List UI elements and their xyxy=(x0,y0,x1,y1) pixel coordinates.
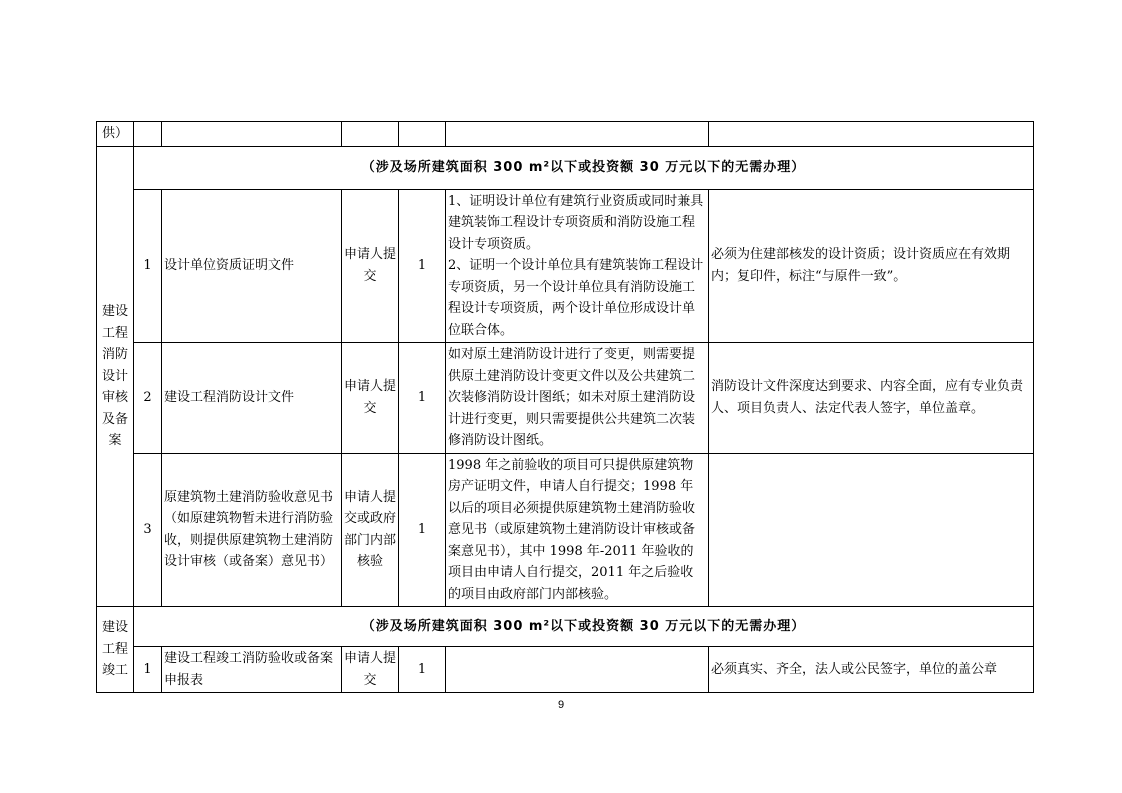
section-note: （涉及场所建筑面积 300 m²以下或投资额 30 万元以下的无需办理） xyxy=(134,146,1034,189)
material-name: 建设工程消防设计文件 xyxy=(162,343,342,454)
material-source: 申请人提交 xyxy=(342,189,399,343)
material-source: 申请人提交或政府部门内部核验 xyxy=(342,453,399,607)
table-row xyxy=(97,453,1034,607)
material-requirement xyxy=(709,453,1034,607)
table-cell xyxy=(446,122,709,147)
material-description: 1998 年之前验收的项目可只提供原建筑物房产证明文件，申请人自行提交；1998 年以后的项目必须提供原建筑物土建消防验收意见书（或原建筑物土建消防设计审核或备案意见书），其中 1998 年-2011 年验收的项目由申请人自行提交，2011 年之后验收的项目由政府部门内部核验。 xyxy=(446,453,709,607)
material-name: 建设工程竣工消防验收或备案申报表 xyxy=(162,647,342,693)
section-name-cell: 建设工程消防设计审核及备案 xyxy=(97,146,134,607)
table-row xyxy=(97,189,1034,343)
material-description: 如对原土建消防设计进行了变更，则需要提供原土建消防设计变更文件以及公共建筑二次装修消防设计图纸；如未对原土建消防设计进行变更，则只需要提供公共建筑二次装修消防设计图纸。 xyxy=(446,343,709,454)
section-name-cell: 建设工程竣工 xyxy=(97,607,134,693)
material-name: 原建筑物土建消防验收意见书（如原建筑物暂未进行消防验收，则提供原建筑物土建消防设计审核（或备案）意见书） xyxy=(162,453,342,607)
material-requirement: 消防设计文件深度达到要求、内容全面，应有专业负责人、项目负责人、法定代表人签字，单位盖章。 xyxy=(709,343,1034,454)
material-requirement: 必须真实、齐全，法人或公民签字，单位的盖公章 xyxy=(709,647,1034,693)
section-name-cell: 供） xyxy=(97,122,134,147)
section-note-row xyxy=(97,146,1034,189)
material-requirement: 必须为住建部核发的设计资质；设计资质应在有效期内；复印件，标注“与原件一致”。 xyxy=(709,189,1034,343)
table-row xyxy=(97,122,1034,147)
row-number: 3 xyxy=(134,453,162,607)
table-cell xyxy=(134,122,162,147)
materials-table xyxy=(96,121,1034,693)
row-number: 1 xyxy=(134,189,162,343)
copies: 1 xyxy=(399,189,446,343)
table-cell xyxy=(162,122,342,147)
material-source: 申请人提交 xyxy=(342,343,399,454)
table-cell xyxy=(709,122,1034,147)
table-cell xyxy=(399,122,446,147)
row-number: 1 xyxy=(134,647,162,693)
material-description: 1、证明设计单位有建筑行业资质或同时兼具建筑装饰工程设计专项资质和消防设施工程设计专项资质。 2、证明一个设计单位具有建筑装饰工程设计专项资质，另一个设计单位具有消防设施工程设计专项资质，两个设计单位形成设计单位联合体。 xyxy=(446,189,709,343)
copies: 1 xyxy=(399,647,446,693)
page-number: 9 xyxy=(557,699,565,711)
table-cell xyxy=(342,122,399,147)
material-source: 申请人提交 xyxy=(342,647,399,693)
section-note: （涉及场所建筑面积 300 m²以下或投资额 30 万元以下的无需办理） xyxy=(134,607,1034,647)
material-description xyxy=(446,647,709,693)
copies: 1 xyxy=(399,453,446,607)
table-row xyxy=(97,647,1034,693)
copies: 1 xyxy=(399,343,446,454)
material-name: 设计单位资质证明文件 xyxy=(162,189,342,343)
row-number: 2 xyxy=(134,343,162,454)
table-row xyxy=(97,343,1034,454)
section-note-row xyxy=(97,607,1034,647)
